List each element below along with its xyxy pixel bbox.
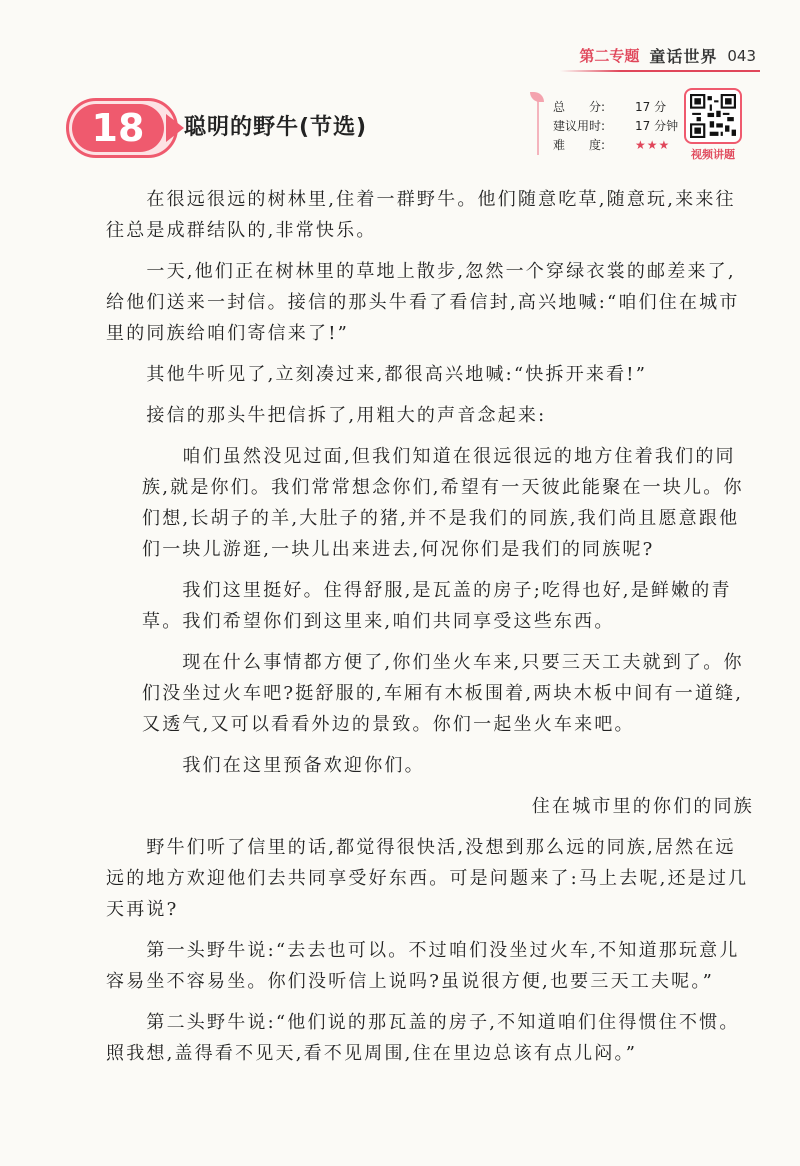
paragraph: 接信的那头牛把信拆了,用粗大的声音念起来:	[106, 405, 547, 426]
paragraph: 一天,他们正在树林里的草地上散步,忽然一个穿绿衣裳的邮差来了,给他们送来一封信。接信的那头牛看了看信封,高兴地喊:“咱们住在城市里的同族给咱们寄信来了!”	[106, 261, 740, 344]
section-label: 第二专题	[579, 47, 640, 65]
paragraph: 在很远很远的树林里,住着一群野牛。他们随意吃草,随意玩,来来往往总是成群结队的,非常快乐。	[106, 189, 736, 241]
letter-paragraph: 我们这里挺好。住得舒服,是瓦盖的房子;吃得也好,是鲜嫩的青草。我们希望你们到这里来,咱们共同享受这些东西。	[142, 580, 732, 632]
paragraph: 第二头野牛说:“他们说的那瓦盖的房子,不知道咱们住得惯住不惯。照我想,盖得看不见天,看不见周围,住在里边总该有点儿闷。”	[106, 1012, 740, 1064]
qr-label: 视频讲题	[691, 148, 735, 161]
qr-code-icon[interactable]	[684, 88, 742, 144]
paragraph: 其他牛听见了,立刻凑过来,都很高兴地喊:“快拆开来看!”	[106, 364, 648, 385]
difficulty-stars: ★★★	[635, 138, 671, 152]
lesson-title: 聪明的野牛(节选)	[184, 115, 368, 140]
qr-pattern	[690, 94, 736, 138]
letter-signature: 住在城市里的你们的同族	[531, 796, 754, 817]
page-header	[579, 44, 756, 67]
time-label: 建议用时:	[553, 119, 606, 133]
time-row	[553, 117, 693, 136]
score-value: 17 分	[635, 100, 667, 114]
score-label: 总 分:	[553, 100, 606, 114]
time-value: 17 分钟	[635, 119, 679, 133]
passage-body	[106, 184, 754, 1079]
difficulty-row	[553, 136, 693, 155]
lesson-badge	[66, 98, 186, 162]
category-label: 童话世界	[649, 47, 718, 66]
score-row	[553, 98, 693, 117]
leaf-icon	[530, 92, 544, 102]
lesson-info	[537, 98, 693, 155]
header-divider	[560, 70, 760, 72]
letter-paragraph: 我们在这里预备欢迎你们。	[142, 755, 425, 776]
letter-paragraph: 现在什么事情都方便了,你们坐火车来,只要三天工夫就到了。你们没坐过火车吧?挺舒服的,车厢有木板围着,两块木板中间有一道缝,又透气,又可以看看外边的景致。你们一起坐火车来吧。	[142, 652, 744, 735]
paragraph: 第一头野牛说:“去去也可以。不过咱们没坐过火车,不知道那玩意儿容易坐不容易坐。你们没听信上说吗?虽说很方便,也要三天工夫呢。”	[106, 940, 740, 992]
paragraph: 野牛们听了信里的话,都觉得很快活,没想到那么远的同族,居然在远远的地方欢迎他们去共同享受好东西。可是问题来了:马上去呢,还是过几天再说?	[106, 837, 749, 920]
lesson-number: 18	[91, 106, 145, 150]
page-number: 043	[727, 46, 756, 65]
letter-paragraph: 咱们虽然没见过面,但我们知道在很远很远的地方住着我们的同族,就是你们。我们常常想念你们,希望有一天彼此能聚在一块儿。你们想,长胡子的羊,大肚子的猪,并不是我们的同族,我们尚且愿意跟他们一块儿游逛,一块儿出来进去,何况你们是我们的同族呢?	[142, 446, 744, 560]
badge-arrow	[166, 114, 184, 142]
difficulty-label: 难 度:	[553, 138, 606, 152]
